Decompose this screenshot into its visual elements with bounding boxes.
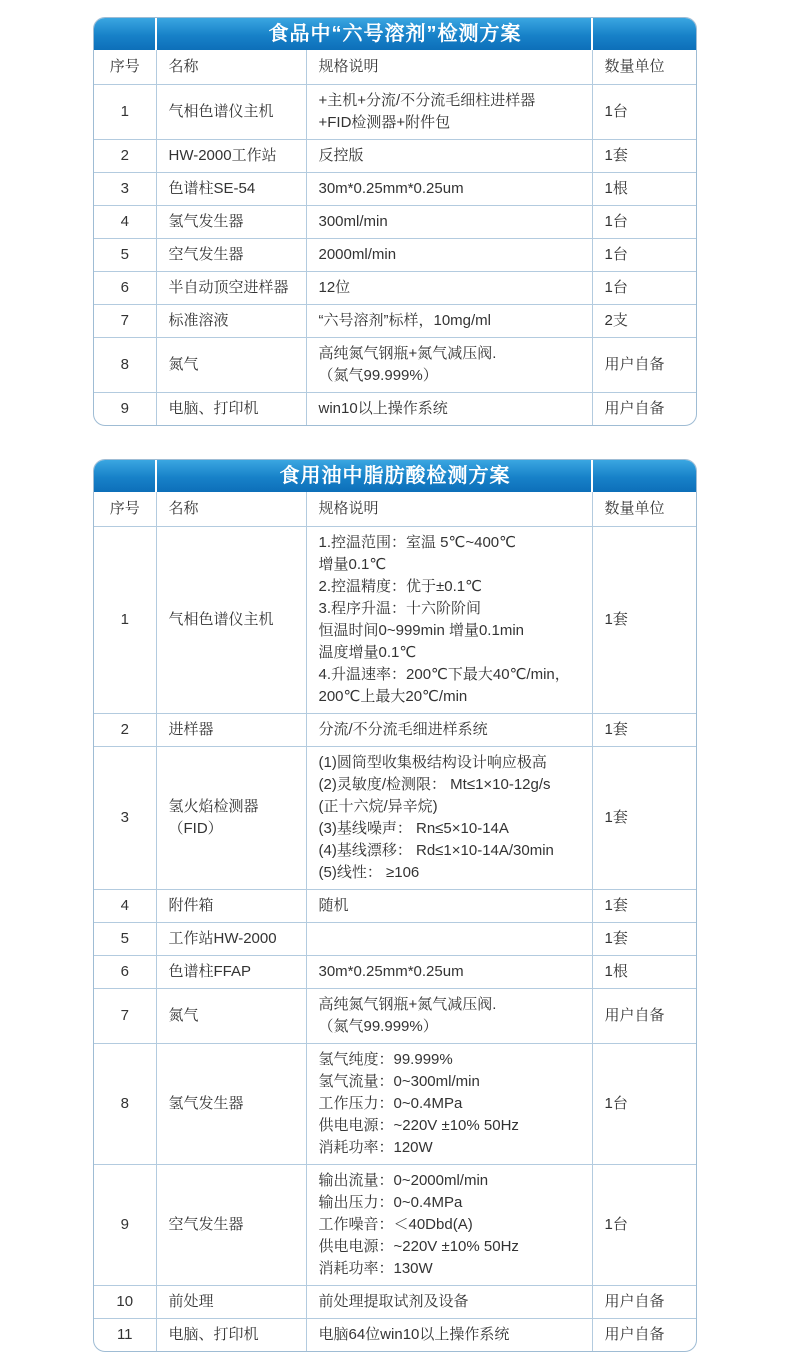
cell-serial: 4 (94, 206, 156, 239)
spec-line: 高纯氮气钢瓶+氮气减压阀. (318, 345, 497, 362)
table-row (94, 239, 697, 272)
cell-name: 半自动顶空进样器 (156, 272, 306, 305)
cell-serial: 7 (94, 305, 156, 338)
cell-serial: 4 (94, 890, 156, 923)
cell-serial: 1 (94, 85, 156, 140)
spec-line: “六号溶剂”标样，10mg/ml (318, 312, 492, 329)
spec-line: 氢气流量：0~300ml/min (318, 1073, 480, 1090)
spec-line: 高纯氮气钢瓶+氮气减压阀. (318, 996, 497, 1013)
cell-serial: 9 (94, 393, 156, 426)
cell-serial: 10 (94, 1286, 156, 1319)
cell-name: 前处理 (156, 1286, 306, 1319)
spec-line: 反控版 (318, 147, 364, 164)
cell-name: 电脑、打印机 (156, 1319, 306, 1352)
spec-line: (正十六烷/异辛烷) (318, 798, 438, 815)
cell-name: 氢气发生器 (156, 206, 306, 239)
column-header-name: 名称 (156, 50, 306, 85)
spec-line: 30m*0.25mm*0.25um (318, 963, 464, 980)
fatty-acid-plan-table (93, 459, 697, 1352)
cell-spec (306, 140, 592, 173)
table-title-banner (94, 460, 696, 492)
spec-line: 12位 (318, 279, 351, 296)
cell-qty: 1台 (592, 272, 697, 305)
column-header-qty: 数量单位 (592, 50, 697, 85)
spec-line: 工作压力：0~0.4MPa (318, 1095, 463, 1112)
cell-qty: 用户自备 (592, 338, 697, 393)
cell-serial: 6 (94, 272, 156, 305)
cell-spec (306, 85, 592, 140)
header-row (94, 50, 697, 85)
cell-spec (306, 338, 592, 393)
cell-qty: 1根 (592, 173, 697, 206)
spec-line: 30m*0.25mm*0.25um (318, 180, 464, 197)
column-header-spec: 规格说明 (306, 492, 592, 527)
cell-spec (306, 923, 592, 956)
spec-line: 供电电源：~220V ±10% 50Hz (318, 1238, 519, 1255)
cell-name: 工作站HW-2000 (156, 923, 306, 956)
spec-line: +FID检测器+附件包 (318, 114, 451, 131)
cell-spec (306, 239, 592, 272)
cell-spec (306, 1044, 592, 1165)
cell-qty: 1台 (592, 85, 697, 140)
table-title: 食品中“六号溶剂”检测方案 (268, 23, 522, 45)
cell-name: 空气发生器 (156, 239, 306, 272)
spec-line: （氮气99.999%） (318, 1018, 438, 1035)
cell-serial: 2 (94, 714, 156, 747)
cell-name: 色谱柱FFAP (156, 956, 306, 989)
cell-qty: 用户自备 (592, 1286, 697, 1319)
column-header-spec: 规格说明 (306, 50, 592, 85)
cell-spec (306, 956, 592, 989)
cell-qty: 1台 (592, 1044, 697, 1165)
cell-name: 气相色谱仪主机 (156, 527, 306, 714)
cell-name: 空气发生器 (156, 1165, 306, 1286)
cell-spec (306, 305, 592, 338)
spec-line: 输出压力：0~0.4MPa (318, 1194, 463, 1211)
cell-name: 氢火焰检测器（FID） (156, 747, 306, 890)
cell-spec (306, 1286, 592, 1319)
cell-spec (306, 714, 592, 747)
cell-name: 电脑、打印机 (156, 393, 306, 426)
cell-serial: 2 (94, 140, 156, 173)
cell-qty: 1套 (592, 140, 697, 173)
cell-serial: 8 (94, 1044, 156, 1165)
spec-line: 前处理提取试剂及设备 (318, 1293, 469, 1310)
cell-serial: 8 (94, 338, 156, 393)
spec-line: 电脑64位win10以上操作系统 (318, 1326, 510, 1343)
cell-name: 进样器 (156, 714, 306, 747)
spec-line: (2)灵敏度/检测限： Mt≤1×10-12g/s (318, 776, 551, 793)
cell-serial: 6 (94, 956, 156, 989)
cell-spec (306, 206, 592, 239)
cell-qty: 1台 (592, 1165, 697, 1286)
table-row (94, 923, 697, 956)
spec-line: +主机+分流/不分流毛细柱进样器 (318, 92, 536, 109)
cell-spec (306, 747, 592, 890)
cell-spec (306, 527, 592, 714)
spec-line: 4.升温速率：200℃下最大40℃/min， (318, 666, 570, 683)
table-row (94, 890, 697, 923)
cell-name: 氮气 (156, 338, 306, 393)
spec-line: 输出流量：0~2000ml/min (318, 1172, 489, 1189)
table-row (94, 1165, 697, 1286)
banner-column-divider (591, 460, 593, 492)
table-row (94, 173, 697, 206)
cell-serial: 1 (94, 527, 156, 714)
solvent-plan-table (93, 17, 697, 426)
spec-line: 消耗功率：120W (318, 1139, 433, 1156)
spec-line: (5)线性： ≥106 (318, 864, 420, 881)
cell-spec (306, 890, 592, 923)
cell-qty: 1根 (592, 956, 697, 989)
table-row (94, 338, 697, 393)
column-header-name: 名称 (156, 492, 306, 527)
spec-line: （氮气99.999%） (318, 367, 438, 384)
cell-spec (306, 272, 592, 305)
cell-serial: 9 (94, 1165, 156, 1286)
spec-line: (3)基线噪声： Rn≤5×10-14A (318, 820, 509, 837)
cell-spec (306, 1319, 592, 1352)
table-row (94, 714, 697, 747)
table-row (94, 1319, 697, 1352)
table-row (94, 272, 697, 305)
header-row (94, 492, 697, 527)
cell-name: 氮气 (156, 989, 306, 1044)
spec-line: 300ml/min (318, 213, 388, 230)
cell-qty: 用户自备 (592, 989, 697, 1044)
cell-name: 气相色谱仪主机 (156, 85, 306, 140)
cell-qty: 1套 (592, 527, 697, 714)
cell-qty: 1套 (592, 747, 697, 890)
table-row (94, 1044, 697, 1165)
cell-serial: 3 (94, 747, 156, 890)
table-row (94, 85, 697, 140)
table-body (94, 85, 697, 426)
spec-line: (1)圆筒型收集极结构设计响应极高 (318, 754, 547, 771)
cell-qty: 用户自备 (604, 1326, 665, 1343)
banner-column-divider (155, 18, 157, 50)
spec-line: 200℃上最大20℃/min (318, 688, 468, 705)
cell-serial: 3 (94, 173, 156, 206)
cell-serial: 5 (94, 923, 156, 956)
banner-column-divider (591, 18, 593, 50)
cell-name: 标准溶液 (156, 305, 306, 338)
cell-name: HW-2000工作站 (156, 140, 306, 173)
cell-serial: 11 (94, 1319, 156, 1352)
spec-line: 氢气纯度：99.999% (318, 1051, 453, 1068)
cell-qty: 2支 (592, 305, 697, 338)
cell-spec (306, 1165, 592, 1286)
cell-qty: 用户自备 (604, 400, 665, 417)
table-row (94, 747, 697, 890)
spec-line: 消耗功率：130W (318, 1260, 433, 1277)
banner-column-divider (155, 460, 157, 492)
spec-line: win10以上操作系统 (318, 400, 448, 417)
column-header-serial: 序号 (94, 50, 156, 85)
spec-line: 2000ml/min (318, 246, 397, 263)
table-row (94, 989, 697, 1044)
cell-spec (306, 989, 592, 1044)
column-header-serial: 序号 (94, 492, 156, 527)
table-row (94, 956, 697, 989)
cell-name: 氢气发生器 (156, 1044, 306, 1165)
table-row (94, 305, 697, 338)
spec-table (94, 492, 697, 1351)
spec-line: 随机 (318, 897, 349, 914)
table-row (94, 140, 697, 173)
spec-line: 供电电源：~220V ±10% 50Hz (318, 1117, 519, 1134)
spec-line: 3.程序升温：十六阶阶间 (318, 600, 482, 617)
cell-qty: 1台 (592, 206, 697, 239)
table-row (94, 1286, 697, 1319)
table-title: 食用油中脂肪酸检测方案 (279, 465, 511, 487)
cell-name: 色谱柱SE-54 (156, 173, 306, 206)
cell-serial: 5 (94, 239, 156, 272)
table-title-banner (94, 18, 696, 50)
table-row (94, 527, 697, 714)
cell-qty: 1套 (592, 923, 697, 956)
spec-line: 增量0.1℃ (318, 556, 387, 573)
table-row (94, 393, 697, 426)
spec-line: 1.控温范围：室温 5℃~400℃ (318, 534, 516, 551)
spec-line: (4)基线漂移： Rd≤1×10-14A/30min (318, 842, 554, 859)
spec-line: 恒温时间0~999min 增量0.1min (318, 622, 524, 639)
cell-spec (306, 393, 592, 426)
table-body (94, 527, 697, 1352)
cell-serial: 7 (94, 989, 156, 1044)
cell-qty: 1套 (592, 714, 697, 747)
spec-line: 2.控温精度：优于±0.1℃ (318, 578, 482, 595)
column-header-qty: 数量单位 (592, 492, 697, 527)
spec-line: 温度增量0.1℃ (318, 644, 417, 661)
cell-name: 附件箱 (156, 890, 306, 923)
cell-spec (306, 173, 592, 206)
cell-qty: 1套 (592, 890, 697, 923)
table-row (94, 206, 697, 239)
cell-qty: 1台 (592, 239, 697, 272)
spec-line: 工作噪音：＜40Dbd(A) (318, 1216, 473, 1233)
spec-table (94, 50, 697, 425)
spec-line: 分流/不分流毛细进样系统 (318, 721, 488, 738)
